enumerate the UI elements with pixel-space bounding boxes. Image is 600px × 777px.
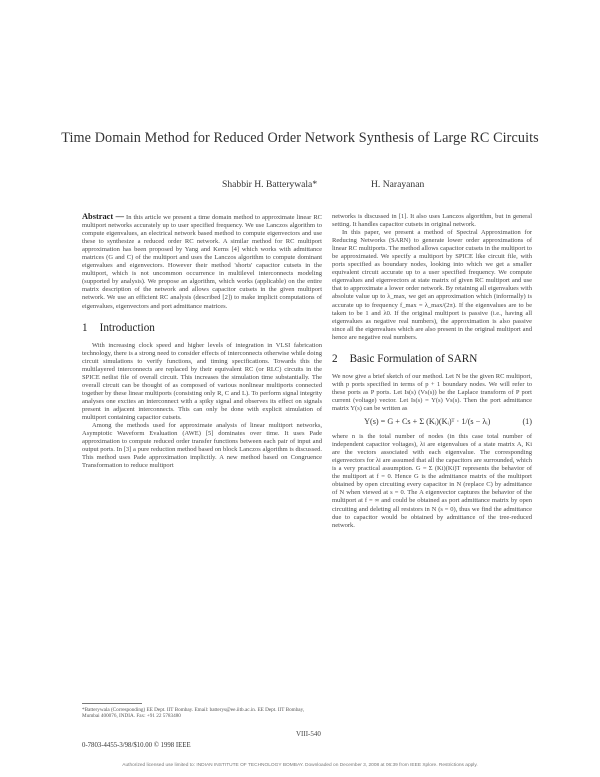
right-column bbox=[332, 213, 532, 530]
paragraph: With increasing clock speed and higher levels of integration in VLSI fabrication technology, there is a strong need to consider effects of interconnects otherwise while doing circuit simulations to verify functions, and timing specifications. Towards this the multilayered interconnects are replaced by their equivalent RC (or RLC) circuits in the SPICE netlist file of overall circuit. This increases the simulation time substantially. The overall circuit can be thought of as composed of various nonlinear multiports connected together by these linear multiports (consisting only R, C and L). To perform signal integrity analyses one excites an interconnect with a spiky signal and observes its effect on signals present in adjacent interconnects. This can only be done with explicit simulation of multiport containing capacitor cutsets. bbox=[82, 341, 322, 422]
author-name: Shabbir H. Batterywala* bbox=[222, 179, 318, 190]
abstract-heading: Abstract — bbox=[82, 212, 125, 221]
abstract bbox=[82, 213, 322, 311]
section-number: 1 bbox=[82, 321, 88, 334]
copyright-notice: 0-7803-4455-3/98/$10.00 © 1998 IEEE bbox=[82, 742, 191, 749]
equation-number: (1) bbox=[522, 417, 532, 427]
page-number: VIII-540 bbox=[296, 730, 321, 738]
license-notice: Authorized licensed use limited to: INDIAN INSTITUTE OF TECHNOLOGY BOMBAY. Downloaded on December 3, 2008 at 06:39 from IEEE Xplore. Restrictions apply. bbox=[122, 763, 478, 768]
paper-title: Time Domain Method for Reduced Order Network Synthesis of Large RC Circuits bbox=[61, 130, 539, 146]
section-number: 2 bbox=[332, 352, 338, 365]
equation bbox=[332, 418, 532, 426]
footnote-rule bbox=[82, 703, 142, 704]
paragraph: networks is discussed in [1]. It also uses Lanczos algorithm, but in general setting. It handles capacitor cutsets in original network. bbox=[332, 213, 532, 229]
section-heading bbox=[332, 352, 532, 365]
left-column bbox=[82, 213, 322, 470]
paragraph: In this paper, we present a method of Spectral Approximation for Reducing Networks (SARN) to generate lower order approximations of linear RC multiports. The method allows capacitor cutsets in the multiport to be approximated. We specify a multiport by SPICE like circuit file, with ports specified as boundary nodes, looking into which we get a smaller equivalent circuit accurate up to a user specified frequency. We compute eigenvalues and eigenvectors at state matrix of given RC multiport and use that to approximate a lower order network. By retaining all eigenvalues with absolute value up to λ_max, we get an approximation which (informally) is accurate up to frequency f_max = λ_max/(2π). If the eigenvalues are to be taken to be 1 and λ0. If the original multiport is passive (i.e., having all eigenvalues as negative real numbers), the approximation is also passive since all the eigenvalues which are also present in the original multiport and hence are negative real numbers. bbox=[332, 229, 532, 341]
equation-expression: Y(s) = G + Cs + Σ (Kᵢ)(Kᵢ)ᵀ · 1/(s − λᵢ) bbox=[364, 417, 491, 427]
paragraph: Among the methods used for approximate analysis of linear multiport networks, Asymptotic Waveform Evaluation (AWE) [5] dominates over time. It uses Pade approximation to compute reduced order transfer functions between each pair of input and output ports. In [3] a pure reduction method based on block Lanczos algorithm is discussed. This method uses Pade approximation implicitly. A new method based on Congruence Transformation to reduce multiport bbox=[82, 422, 322, 470]
section-title: Basic Formulation of SARN bbox=[349, 352, 478, 365]
paragraph: where n is the total number of nodes (in this case total number of independent capacitor voltages), λi are eigenvalues of a state matrix A, Ki are the vectors associated with each eigenvalue. The corresponding eigenvectors for λi are assumed that all the capacitors are surrounded, which is a very practical assumption. G = Σ (Ki)(Ki)T represents the behavior of the multiport at f = 0. Hence G is the admittance matrix of the multiport obtained by open circuiting every capacitor in N (replace C) by admittance of N when viewed at s = 0. The A eigenvector captures the behavior of the multiport at f = ∞ and could be obtained as port admittance matrix by open circuiting and deleting all resistors in N (s = 0), thus we find the admittance due to capacitor would be obtained by admittance of the tree-reduced network. bbox=[332, 433, 532, 529]
section-heading bbox=[82, 321, 322, 334]
abstract-text: In this article we present a time domain method to approximate linear RC multiport networks accurately up to user specified frequency. We use Lanczos algorithm to compute eigenvalues, an electrical network based method to compute eigenvectors and use these to synthesize a reduced order RC network. A similar method for RC multiport approximation has been proposed by Yang and Kerns [4] which works with admittance matrices (G and C) of the multiport and uses the Lanczos algorithm to compute dominant eigenvalues and eigenvectors. However their method 'shorts' capacitor cutsets in the multiport, which is not uncommon occurrence in multilevel interconnects modeling (supported by analysis). We propose an algorithm, which works (applicable) on the entire matrix description of the network and allows capacitor cutsets in the given multiport network. We use an efficient RC analysis (described [2]) to make implicit computations of eigenvalues, eigenvectors and port admittance matrices. bbox=[82, 214, 323, 310]
author-name: H. Narayanan bbox=[371, 179, 425, 190]
footnote: *Batterywala (Corresponding) EE Dept. IIT Bombay. Email: batterys@ee.iitb.ac.in. EE Dept. IIT Bombay, Mumbai 400076, INDIA. Fax: +91 22 5783480 bbox=[82, 707, 305, 720]
paragraph: We now give a brief sketch of our method. Let N be the given RC multiport, with p ports specified in terms of p + 1 boundary nodes. We will refer to these ports as P ports. Let Is(s) (Vs(s)) be the Laplace transform of P port current (voltage) vector. Let Is(s) = Y(s) Vs(s). Then the port admittance matrix Y(s) can be written as bbox=[332, 372, 532, 412]
section-title: Introduction bbox=[99, 321, 155, 334]
